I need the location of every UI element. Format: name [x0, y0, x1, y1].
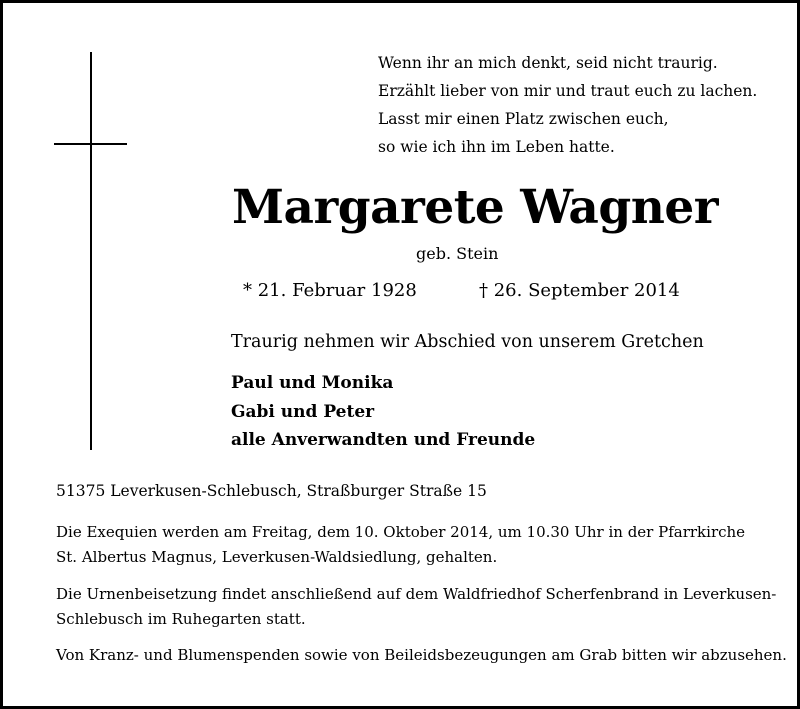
mourner: Paul und Monika: [231, 373, 394, 393]
poem-line: Erzählt lieber von mir und traut euch zu lachen.: [378, 82, 758, 100]
birth-date: * 21. Februar 1928: [243, 280, 417, 301]
address: 51375 Leverkusen-Schlebusch, Straßburger Straße 15: [56, 482, 487, 500]
paragraph-line: Die Urnenbeisetzung findet anschließend auf dem Waldfriedhof Scherfenbrand in Leverkusen-: [56, 585, 777, 603]
cross-icon-bar: [54, 143, 127, 145]
deceased-name: Margarete Wagner: [232, 180, 719, 235]
poem-line: Lasst mir einen Platz zwischen euch,: [378, 110, 669, 128]
memorial-poem: [378, 49, 757, 161]
death-date: † 26. September 2014: [479, 280, 680, 301]
paragraph-line: Schlebusch im Ruhegarten statt.: [56, 610, 306, 628]
poem-line: so wie ich ihn im Leben hatte.: [378, 138, 615, 156]
paragraph-line: St. Albertus Magnus, Leverkusen-Waldsiedlung, gehalten.: [56, 548, 498, 566]
poem-line: Wenn ihr an mich denkt, seid nicht traurig.: [378, 54, 718, 72]
mourners-list: [231, 369, 535, 455]
burial-paragraph: [56, 582, 776, 632]
mourner: Gabi und Peter: [231, 401, 375, 422]
paragraph-line: Von Kranz- und Blumenspenden sowie von Beileidsbezeugungen am Grab bitten wir abzusehen.: [56, 646, 787, 664]
farewell-text: Traurig nehmen wir Abschied von unserem Gretchen: [231, 332, 704, 352]
paragraph-line: Die Exequien werden am Freitag, dem 10. Oktober 2014, um 10.30 Uhr in der Pfarrkirche: [56, 523, 746, 541]
funeral-mass-paragraph: [56, 520, 745, 570]
mourner: alle Anverwandten und Freunde: [231, 430, 536, 450]
donations-paragraph: [56, 643, 787, 668]
cross-icon: [90, 52, 92, 450]
maiden-name: geb. Stein: [416, 244, 499, 263]
